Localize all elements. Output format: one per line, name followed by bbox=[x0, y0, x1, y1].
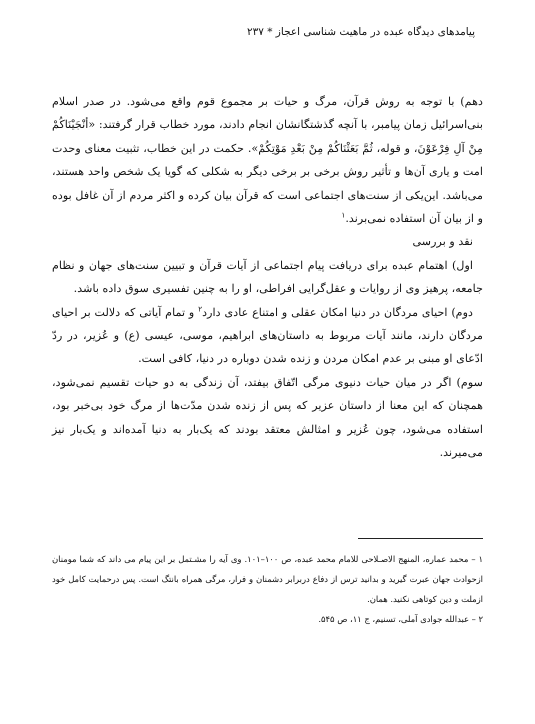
paragraph-tenth-point bbox=[52, 90, 483, 230]
paragraph-third-critique: سوم) اگر در میان حیات دنیوی مرگی اتّفاق بیفتد، آن زندگی به دو حیات تقسیم نمی‌شود، همچنان که این معنا از داستان عزیر که پس از زنده شدن مدّت‌ها از مرگ خود بی‌خبر بود، استفاده می‌شود، چون عُزیر و امثالش معتقد بودند که یک‌بار به دنیا آمده‌اند و یک‌بار نیز می‌میرند. bbox=[52, 375, 483, 460]
paragraph-first-critique: اول) اهتمام عبده برای دریافت پیام اجتماعی از آیات قرآن و تبیین سنت‌های جهان و نظام جامعه، پرهیز وی از روایات و عقل‌گرایی افراطی، او را به چنین تفسیری سوق داده باشد. bbox=[52, 258, 483, 296]
footnote-2: ۲ – عبدالله جوادی آملی، تسنیم، ج ۱۱، ص ۵۴۵. bbox=[318, 614, 483, 624]
running-header: پیامدهای دیدگاه عبده در ماهیت شناسی اعجاز * ۲۳۷ bbox=[246, 26, 475, 38]
footnote-separator bbox=[358, 538, 483, 539]
paragraph-second-critique-text-a: دوم) احیای مردگان در دنیا امکان عقلی و امتناع عادی دارد bbox=[202, 305, 473, 319]
section-title: نقد و بررسی bbox=[412, 235, 473, 249]
footnote-ref-2: ۲ bbox=[198, 303, 203, 313]
paragraph-second-critique bbox=[52, 301, 483, 371]
footnote-1: ۱ – محمد عماره، المنهج الاصـلاحی للامام محمد عبده، ص ۱۰۰–۱۰۱. وی آیه را مشـتمل بر این پیام می داند که شما مومنان ازحوادث جهان عبرت گیرید و بدانید ترس از دفاع دربرابر دشمنان و فرار، مرگی همراه بانتگ است. پس درحمایت کامل خود ازملت و دین کوتاهی نکنید. همان. bbox=[52, 554, 483, 604]
body-text bbox=[52, 90, 483, 465]
footnotes bbox=[52, 549, 483, 629]
footnote-ref-1: ۱ bbox=[341, 210, 346, 220]
paragraph-second-critique-text-b: و تمام آیاتی که دلالت بر احیای مردگان دارند، مانند آیات مربوط به داستان‌های ابراهیم، موسی، عیسی (ع) و عُزیر، در ردّ ادّعای او مبنی بر عدم امکان مردن و زنده شدن دوباره در دنیا، کافی است. bbox=[52, 305, 483, 366]
paragraph-tenth-point-text: دهم) با توجه به روش قرآن، مرگ و حیات بر مجموع قوم واقع می‌شود. در صدر اسلام بنی‌اسرائیل زمان پیامبر، با آنچه گذشتگانشان انجام دادند، مورد خطاب قرار گرفتند: «أنْجَیْنَاکُمْ مِنْ آلِ فِرْعَوْنَ، و قوله، ثُمَّ بَعَثْنَاکُمْ مِنْ بَعْدِ مَوْتِکُمْ». حکمت در این خطاب، تثبیت معنای وحدت امت و یاری آن‌ها و تأثیر روش برخی بر برخی دیگر به شکلی که گویا یک شخص واحد هستند، می‌باشد. این‌یکی از سنت‌های اجتماعی است که قرآن بیان کرده و اکثر مردم از آن غافل بوده و از بیان آن استفاده نمی‌برند. bbox=[52, 95, 483, 226]
